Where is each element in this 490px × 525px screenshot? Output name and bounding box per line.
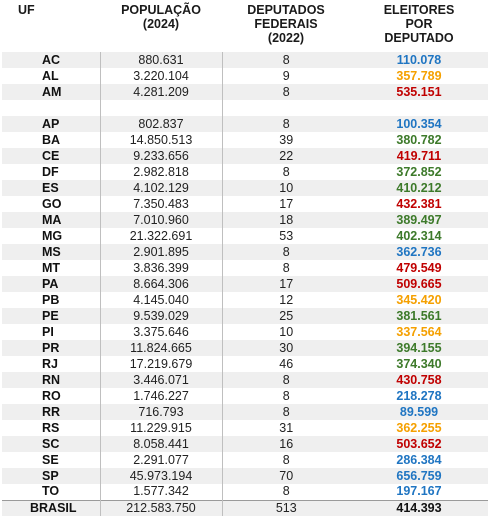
cell-uf: RO bbox=[2, 388, 100, 404]
cell-voters-per-deputy: 419.711 bbox=[350, 148, 488, 164]
cell-deputies: 8 bbox=[222, 52, 350, 68]
cell-deputies: 70 bbox=[222, 468, 350, 484]
table-row bbox=[2, 260, 488, 276]
table-row bbox=[2, 68, 488, 84]
table-row bbox=[2, 404, 488, 420]
table-row bbox=[2, 340, 488, 356]
cell-population: 4.281.209 bbox=[100, 84, 222, 100]
cell-population: 7.010.960 bbox=[100, 212, 222, 228]
cell-voters-per-deputy: 110.078 bbox=[350, 52, 488, 68]
cell-voters-per-deputy: 656.759 bbox=[350, 468, 488, 484]
table-row bbox=[2, 292, 488, 308]
cell-uf: BA bbox=[2, 132, 100, 148]
cell-uf: PR bbox=[2, 340, 100, 356]
cell-voters-per-deputy: 218.278 bbox=[350, 388, 488, 404]
cell-uf: AP bbox=[2, 116, 100, 132]
cell-deputies: 10 bbox=[222, 180, 350, 196]
header-population-line-1: POPULAÇÃO bbox=[121, 3, 201, 17]
table-row bbox=[2, 468, 488, 484]
cell-voters-per-deputy: 389.497 bbox=[350, 212, 488, 228]
cell-deputies: 8 bbox=[222, 372, 350, 388]
cell-uf: PI bbox=[2, 324, 100, 340]
cell-population: 14.850.513 bbox=[100, 132, 222, 148]
header-row bbox=[2, 0, 488, 52]
table-row bbox=[2, 84, 488, 100]
cell-voters-per-deputy bbox=[350, 100, 488, 116]
total-deputies: 513 bbox=[222, 500, 350, 516]
cell-deputies: 8 bbox=[222, 404, 350, 420]
voters-per-deputy-table bbox=[2, 0, 488, 516]
cell-population: 8.664.306 bbox=[100, 276, 222, 292]
table-row bbox=[2, 484, 488, 500]
table-row bbox=[2, 148, 488, 164]
cell-voters-per-deputy: 430.758 bbox=[350, 372, 488, 388]
cell-voters-per-deputy: 372.852 bbox=[350, 164, 488, 180]
table-row bbox=[2, 132, 488, 148]
cell-population: 9.233.656 bbox=[100, 148, 222, 164]
cell-population: 3.220.104 bbox=[100, 68, 222, 84]
cell-population: 21.322.691 bbox=[100, 228, 222, 244]
cell-uf: RR bbox=[2, 404, 100, 420]
table-row bbox=[2, 212, 488, 228]
cell-population: 45.973.194 bbox=[100, 468, 222, 484]
cell-uf bbox=[2, 100, 100, 116]
table-row bbox=[2, 324, 488, 340]
cell-voters-per-deputy: 337.564 bbox=[350, 324, 488, 340]
header-population-line-2: (2024) bbox=[142, 17, 180, 31]
cell-uf: ES bbox=[2, 180, 100, 196]
cell-deputies: 8 bbox=[222, 244, 350, 260]
cell-population: 8.058.441 bbox=[100, 436, 222, 452]
cell-voters-per-deputy: 402.314 bbox=[350, 228, 488, 244]
header-deputies-line-2: FEDERAIS bbox=[254, 17, 318, 31]
cell-voters-per-deputy: 362.255 bbox=[350, 420, 488, 436]
cell-uf: RS bbox=[2, 420, 100, 436]
table-row bbox=[2, 388, 488, 404]
cell-deputies: 17 bbox=[222, 276, 350, 292]
cell-voters-per-deputy: 89.599 bbox=[350, 404, 488, 420]
cell-population: 4.145.040 bbox=[100, 292, 222, 308]
header-voters-line-3: DEPUTADO bbox=[384, 31, 454, 45]
cell-voters-per-deputy: 479.549 bbox=[350, 260, 488, 276]
table-header bbox=[2, 0, 488, 52]
cell-deputies: 8 bbox=[222, 452, 350, 468]
cell-uf: GO bbox=[2, 196, 100, 212]
cell-deputies: 25 bbox=[222, 308, 350, 324]
cell-voters-per-deputy: 357.789 bbox=[350, 68, 488, 84]
cell-voters-per-deputy: 381.561 bbox=[350, 308, 488, 324]
cell-population: 3.375.646 bbox=[100, 324, 222, 340]
cell-population: 2.901.895 bbox=[100, 244, 222, 260]
cell-uf: SP bbox=[2, 468, 100, 484]
header-uf: UF bbox=[18, 3, 35, 17]
table-row bbox=[2, 52, 488, 68]
cell-uf: RJ bbox=[2, 356, 100, 372]
cell-deputies: 10 bbox=[222, 324, 350, 340]
cell-population: 716.793 bbox=[100, 404, 222, 420]
cell-deputies: 12 bbox=[222, 292, 350, 308]
cell-population bbox=[100, 100, 222, 116]
cell-deputies bbox=[222, 100, 350, 116]
table-row bbox=[2, 276, 488, 292]
cell-uf: PA bbox=[2, 276, 100, 292]
table-row bbox=[2, 228, 488, 244]
cell-voters-per-deputy: 509.665 bbox=[350, 276, 488, 292]
cell-uf: DF bbox=[2, 164, 100, 180]
cell-population: 9.539.029 bbox=[100, 308, 222, 324]
table-row bbox=[2, 420, 488, 436]
cell-uf: RN bbox=[2, 372, 100, 388]
cell-uf: PE bbox=[2, 308, 100, 324]
cell-population: 2.291.077 bbox=[100, 452, 222, 468]
table-row bbox=[2, 372, 488, 388]
total-row bbox=[2, 500, 488, 516]
cell-deputies: 39 bbox=[222, 132, 350, 148]
cell-population: 1.577.342 bbox=[100, 484, 222, 500]
cell-voters-per-deputy: 410.212 bbox=[350, 180, 488, 196]
cell-voters-per-deputy: 197.167 bbox=[350, 484, 488, 500]
cell-deputies: 8 bbox=[222, 484, 350, 500]
table-row-empty bbox=[2, 100, 488, 116]
cell-voters-per-deputy: 535.151 bbox=[350, 84, 488, 100]
cell-uf: PB bbox=[2, 292, 100, 308]
cell-population: 2.982.818 bbox=[100, 164, 222, 180]
total-population: 212.583.750 bbox=[100, 500, 222, 516]
cell-deputies: 8 bbox=[222, 260, 350, 276]
header-voters-line-2: POR bbox=[405, 17, 433, 31]
cell-voters-per-deputy: 503.652 bbox=[350, 436, 488, 452]
total-label: BRASIL bbox=[2, 500, 100, 516]
cell-deputies: 9 bbox=[222, 68, 350, 84]
cell-voters-per-deputy: 286.384 bbox=[350, 452, 488, 468]
cell-deputies: 8 bbox=[222, 116, 350, 132]
cell-population: 3.446.071 bbox=[100, 372, 222, 388]
header-voters-per-deputy bbox=[350, 0, 488, 52]
total-voters-per-deputy: 414.393 bbox=[350, 500, 488, 516]
cell-population: 11.229.915 bbox=[100, 420, 222, 436]
cell-deputies: 53 bbox=[222, 228, 350, 244]
table-body bbox=[2, 52, 488, 516]
cell-population: 880.631 bbox=[100, 52, 222, 68]
table-row bbox=[2, 356, 488, 372]
cell-uf: TO bbox=[2, 484, 100, 500]
cell-population: 11.824.665 bbox=[100, 340, 222, 356]
cell-voters-per-deputy: 374.340 bbox=[350, 356, 488, 372]
header-deputies bbox=[222, 0, 350, 52]
table-row bbox=[2, 116, 488, 132]
table-row bbox=[2, 452, 488, 468]
cell-population: 7.350.483 bbox=[100, 196, 222, 212]
cell-voters-per-deputy: 380.782 bbox=[350, 132, 488, 148]
cell-deputies: 22 bbox=[222, 148, 350, 164]
cell-uf: MG bbox=[2, 228, 100, 244]
cell-uf: MS bbox=[2, 244, 100, 260]
cell-population: 3.836.399 bbox=[100, 260, 222, 276]
cell-deputies: 17 bbox=[222, 196, 350, 212]
table-row bbox=[2, 196, 488, 212]
cell-uf: AL bbox=[2, 68, 100, 84]
table-row bbox=[2, 308, 488, 324]
cell-voters-per-deputy: 394.155 bbox=[350, 340, 488, 356]
table-row bbox=[2, 180, 488, 196]
cell-population: 802.837 bbox=[100, 116, 222, 132]
cell-deputies: 31 bbox=[222, 420, 350, 436]
cell-voters-per-deputy: 345.420 bbox=[350, 292, 488, 308]
cell-uf: MT bbox=[2, 260, 100, 276]
header-population bbox=[100, 0, 222, 52]
cell-deputies: 46 bbox=[222, 356, 350, 372]
cell-uf: SE bbox=[2, 452, 100, 468]
cell-uf: MA bbox=[2, 212, 100, 228]
table-row bbox=[2, 436, 488, 452]
cell-deputies: 8 bbox=[222, 164, 350, 180]
cell-deputies: 30 bbox=[222, 340, 350, 356]
cell-population: 1.746.227 bbox=[100, 388, 222, 404]
cell-uf: CE bbox=[2, 148, 100, 164]
header-deputies-line-3: (2022) bbox=[267, 31, 305, 45]
cell-deputies: 8 bbox=[222, 84, 350, 100]
cell-voters-per-deputy: 432.381 bbox=[350, 196, 488, 212]
cell-uf: AC bbox=[2, 52, 100, 68]
cell-deputies: 18 bbox=[222, 212, 350, 228]
cell-uf: SC bbox=[2, 436, 100, 452]
cell-voters-per-deputy: 362.736 bbox=[350, 244, 488, 260]
header-voters-line-1: ELEITORES bbox=[383, 3, 455, 17]
cell-uf: AM bbox=[2, 84, 100, 100]
cell-voters-per-deputy: 100.354 bbox=[350, 116, 488, 132]
cell-deputies: 16 bbox=[222, 436, 350, 452]
cell-population: 17.219.679 bbox=[100, 356, 222, 372]
cell-deputies: 8 bbox=[222, 388, 350, 404]
table-row bbox=[2, 244, 488, 260]
cell-population: 4.102.129 bbox=[100, 180, 222, 196]
header-deputies-line-1: DEPUTADOS bbox=[247, 3, 325, 17]
table-row bbox=[2, 164, 488, 180]
